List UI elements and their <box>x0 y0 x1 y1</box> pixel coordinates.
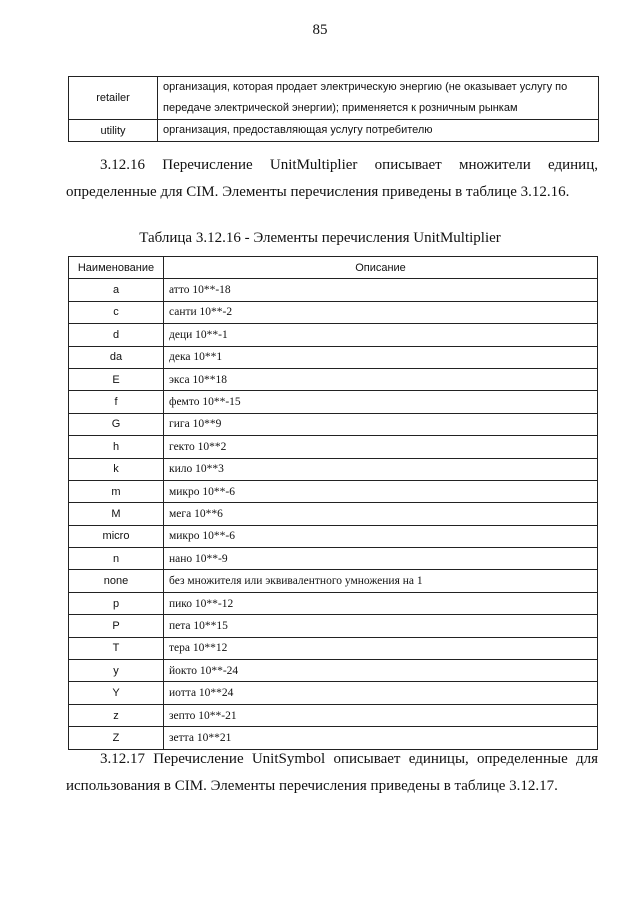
table-cell-description: дека 10**1 <box>164 346 598 368</box>
table-cell-description <box>158 77 599 120</box>
table-row <box>69 120 599 142</box>
table-row <box>69 503 598 525</box>
table-cell-code: E <box>69 368 164 390</box>
table-body <box>69 279 598 749</box>
description-line: передаче электрической энергии); применяется к розничным рынкам <box>163 102 518 114</box>
table-cell-description: санти 10**-2 <box>164 301 598 323</box>
table-row <box>69 615 598 637</box>
table-row <box>69 279 598 301</box>
table-row <box>69 660 598 682</box>
table-cell-code: d <box>69 324 164 346</box>
table-cell-description: микро 10**-6 <box>164 525 598 547</box>
table-cell-description: мега 10**6 <box>164 503 598 525</box>
table-row <box>69 704 598 726</box>
table-cell-description: гекто 10**2 <box>164 436 598 458</box>
column-header-description: Описание <box>164 257 598 279</box>
table-header-row <box>69 257 598 279</box>
table-row <box>69 368 598 390</box>
table-cell-description: микро 10**-6 <box>164 480 598 502</box>
table-cell-code: micro <box>69 525 164 547</box>
table-cell-description: зепто 10**-21 <box>164 704 598 726</box>
paragraph-unitmultiplier: 3.12.16 Перечисление UnitMultiplier описывает множители единиц, определенные для CIM. Элементы перечисления приведены в таблице 3.12.16. <box>66 157 598 200</box>
table-cell-code: k <box>69 458 164 480</box>
table-cell-description: тера 10**12 <box>164 637 598 659</box>
table-cell-description: нано 10**-9 <box>164 548 598 570</box>
table-cell-description: фемто 10**-15 <box>164 391 598 413</box>
table-cell-code: c <box>69 301 164 323</box>
table-caption: Таблица 3.12.16 - Элементы перечисления UnitMultiplier <box>139 230 501 246</box>
table-cell-code: y <box>69 660 164 682</box>
table-cell-code: T <box>69 637 164 659</box>
table-cell-code: G <box>69 413 164 435</box>
table-row <box>69 324 598 346</box>
table-cell-description: без множителя или эквивалентного умножения на 1 <box>164 570 598 592</box>
table-cell-description: деци 10**-1 <box>164 324 598 346</box>
table-cell-code: f <box>69 391 164 413</box>
table-row <box>69 413 598 435</box>
table-row <box>69 458 598 480</box>
table-cell-description: пета 10**15 <box>164 615 598 637</box>
table-cell-description: пико 10**-12 <box>164 592 598 614</box>
table-cell-code: m <box>69 480 164 502</box>
table-cell-description: кило 10**3 <box>164 458 598 480</box>
table-cell-code: P <box>69 615 164 637</box>
table-row <box>69 77 599 120</box>
column-header-name: Наименование <box>69 257 164 279</box>
table-cell-name: retailer <box>69 77 158 120</box>
table-cell-description: зетта 10**21 <box>164 727 598 749</box>
table-cell-code: n <box>69 548 164 570</box>
description-line: организация, которая продает электрическую энергию (не оказывает услугу по <box>163 81 568 93</box>
table-row <box>69 570 598 592</box>
table-cell-code: Y <box>69 682 164 704</box>
table-row <box>69 301 598 323</box>
continued-table <box>68 76 599 142</box>
table-cell-description: гига 10**9 <box>164 413 598 435</box>
table-cell-code: da <box>69 346 164 368</box>
table-row <box>69 525 598 547</box>
table-cell-code: a <box>69 279 164 301</box>
table-row <box>69 682 598 704</box>
table-row <box>69 436 598 458</box>
table-cell-description: атто 10**-18 <box>164 279 598 301</box>
table-row <box>69 592 598 614</box>
paragraph-unitsymbol: 3.12.17 Перечисление UnitSymbol описывает единицы, определенные для использования в CIM. Элементы перечисления приведены в таблице 3.12.17. <box>66 751 598 794</box>
table-cell-code: M <box>69 503 164 525</box>
page-number: 85 <box>312 22 328 38</box>
table-row <box>69 637 598 659</box>
table-cell-code: z <box>69 704 164 726</box>
table-cell-description: йокто 10**-24 <box>164 660 598 682</box>
table-row <box>69 548 598 570</box>
table-cell-description: экса 10**18 <box>164 368 598 390</box>
table-row <box>69 480 598 502</box>
unitmultiplier-table <box>68 256 598 750</box>
table-cell-code: h <box>69 436 164 458</box>
table-cell-description: организация, предоставляющая услугу потребителю <box>158 120 599 142</box>
table-row <box>69 391 598 413</box>
table-cell-name: utility <box>69 120 158 142</box>
table-cell-code: none <box>69 570 164 592</box>
table-cell-description: иотта 10**24 <box>164 682 598 704</box>
table-cell-code: Z <box>69 727 164 749</box>
table-cell-code: p <box>69 592 164 614</box>
table-row <box>69 346 598 368</box>
